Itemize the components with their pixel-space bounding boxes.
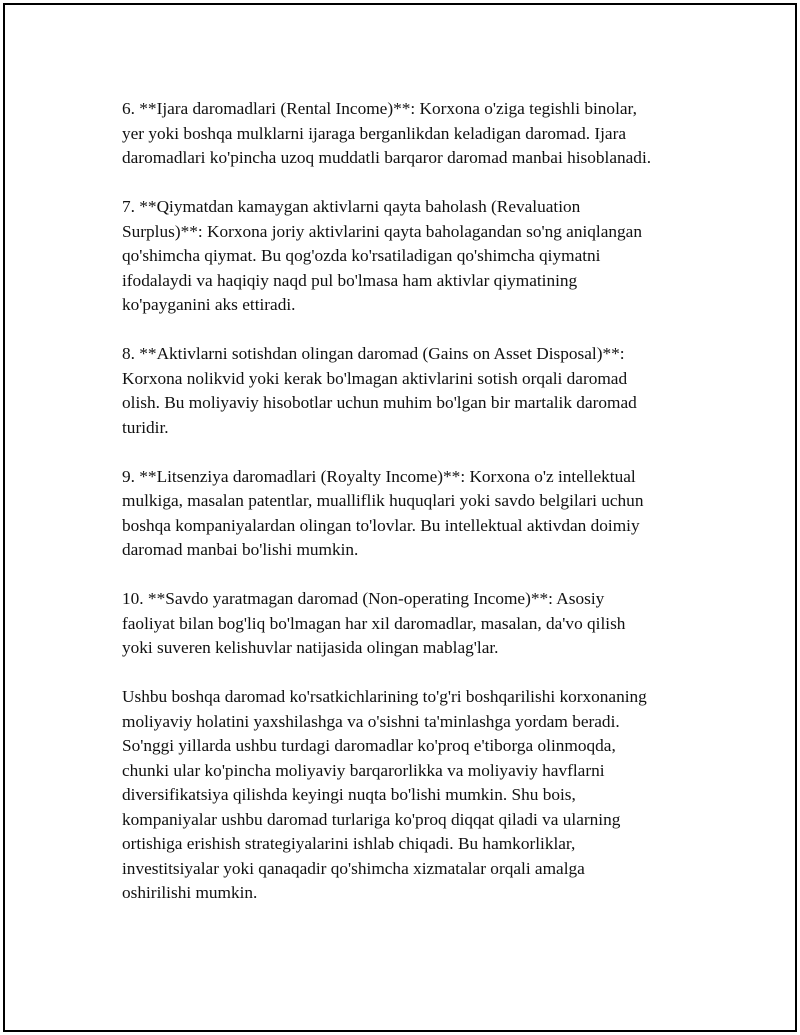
paragraph-non-operating-income: 10. **Savdo yaratmagan daromad (Non-operating Income)**: Asosiy faoliyat bilan bog'liq bo'lmagan har xil daromadlar, masalan, da'vo qilish yoki suveren kelishuvlar natijasida olingan mablag'lar. — [122, 589, 626, 657]
document-body — [122, 97, 702, 906]
paragraph-asset-disposal: 8. **Aktivlarni sotishdan olingan daromad (Gains on Asset Disposal)**: Korxona nolikvid yoki kerak bo'lmagan aktivlarini sotish orqali daromad olish. Bu moliyaviy hisobotlar uchun muhim bo'lgan bir martalik daromad turidir. — [122, 344, 637, 437]
paragraph-rental-income: 6. **Ijara daromadlari (Rental Income)**: Korxona o'ziga tegishli binolar, yer yoki boshqa mulklarni ijaraga berganlikdan keladigan daromad. Ijara daromadlari ko'pincha uzoq muddatli barqaror daromad manbai hisoblanadi. — [122, 99, 652, 167]
page-frame — [3, 3, 797, 1032]
paragraph-revaluation-surplus: 7. **Qiymatdan kamaygan aktivlarni qayta baholash (Revaluation Surplus)**: Korxona joriy aktivlarini qayta baholagandan so'ng aniqlangan qo'shimcha qiymat. Bu qog'ozda ko'rsatiladigan qo'shimcha qiymatni ifodalaydi va haqiqiy naqd pul bo'lmasa ham aktivlar qiymatining ko'payganini aks ettiradi. — [122, 197, 642, 314]
paragraph-royalty-income: 9. **Litsenziya daromadlari (Royalty Income)**: Korxona o'z intellektual mulkiga, masalan patentlar, mualliflik huquqlari yoki savdo belgilari uchun boshqa kompaniyalardan olingan to'lovlar. Bu intellektual aktivdan doimiy daromad manbai bo'lishi mumkin. — [122, 466, 644, 559]
paragraph-conclusion: Ushbu boshqa daromad ko'rsatkichlarining to'g'ri boshqarilishi korxonaning moliyaviy holatini yaxshilashga va o'sishni ta'minlashga yordam beradi. So'nggi yillarda ushbu turdagi daromadlar ko'proq e'tiborga olinmoqda, chunki ular ko'pincha moliyaviy barqarorlikka va moliyaviy havflarni diversifikatsiya qilishda keyingi nuqta bo'lishi mumkin. Shu bois, kompaniyalar ushbu daromad turlariga ko'proq diqqat qiladi va ularning ortishiga erishish strategiyalarini ishlab chiqadi. Bu hamkorliklar, investitsiyalar yoki qanaqadir qo'shimcha xizmatalar orqali amalga oshirilishi mumkin. — [122, 687, 647, 902]
